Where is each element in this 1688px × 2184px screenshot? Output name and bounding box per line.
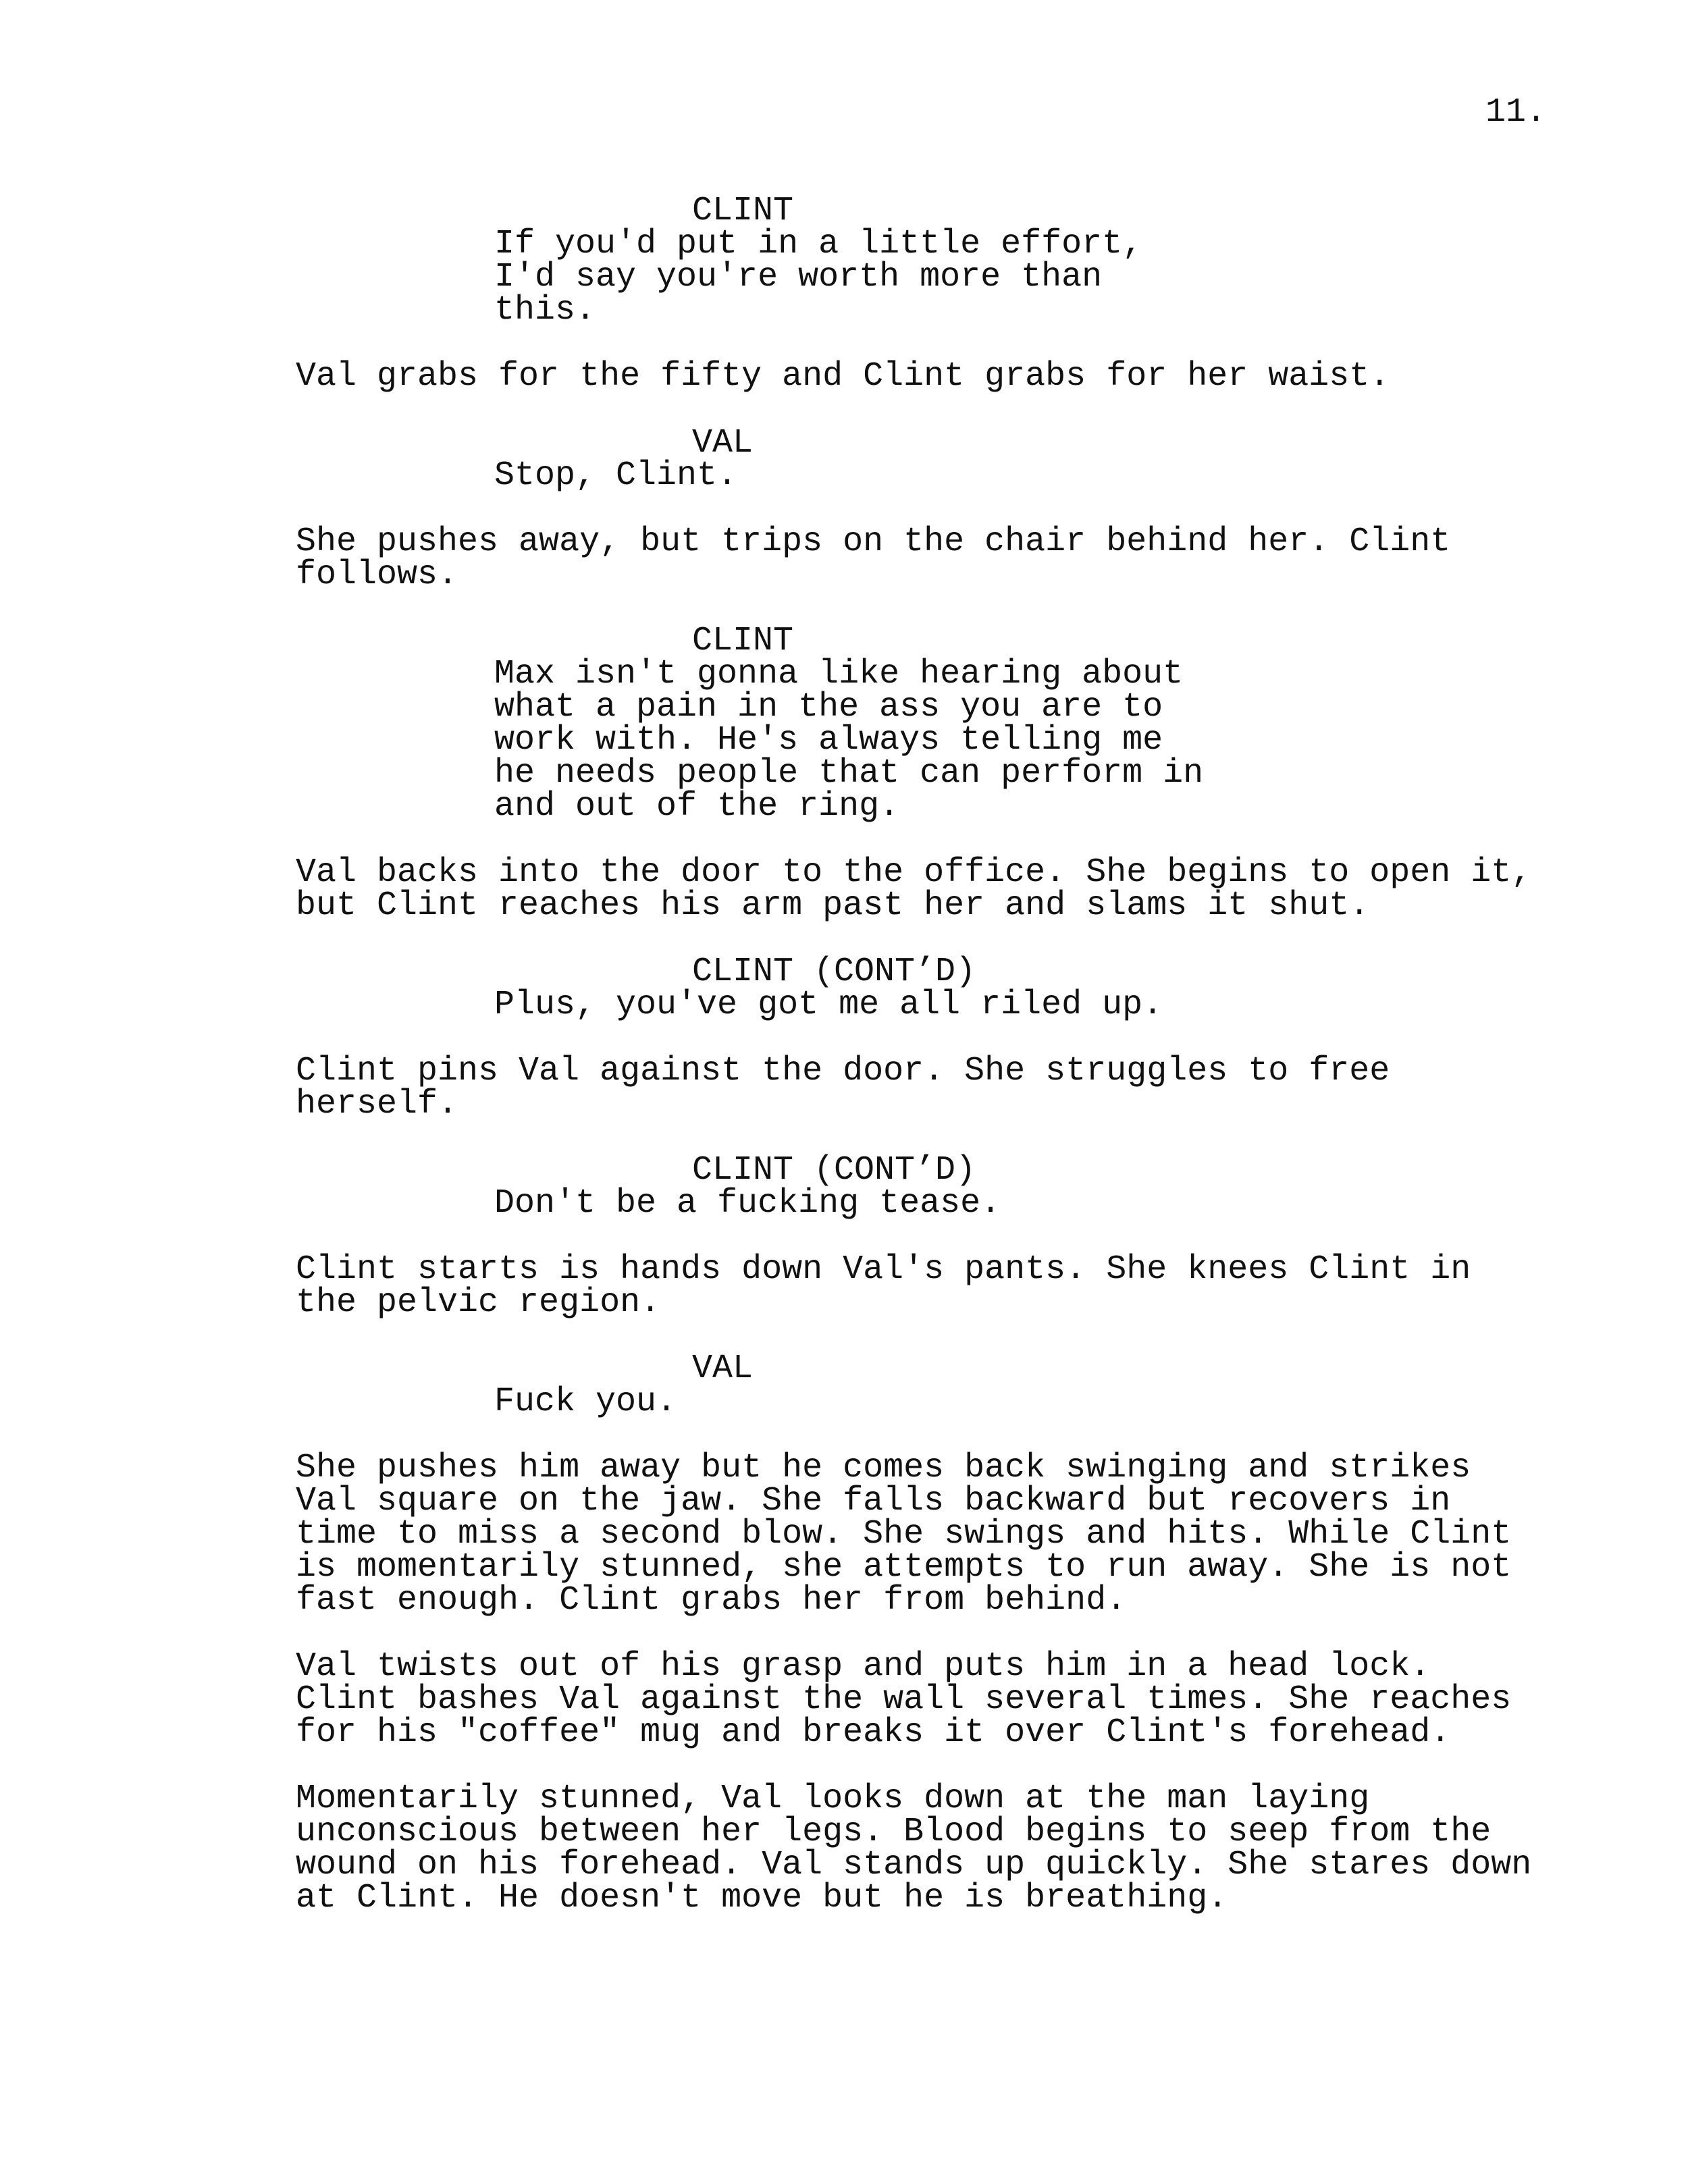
action-block: Clint pins Val against the door. She struggles to free herself. <box>296 1052 1390 1123</box>
action-block: She pushes away, but trips on the chair behind her. Clint follows. <box>296 523 1451 594</box>
character-cue: CLINT <box>692 192 794 230</box>
page-number: 11. <box>1485 93 1547 132</box>
dialogue-block: Fuck you. <box>494 1383 677 1421</box>
character-cue: CLINT (CONT’D) <box>692 1151 976 1190</box>
action-block: Momentarily stunned, Val looks down at the man laying unconscious between her legs. Blood begins to seep from the wound on his forehead. Val stands up quickly. She stares down at Clint. He doesn't move but he is breathing. <box>296 1780 1532 1917</box>
character-cue: VAL <box>692 424 754 462</box>
character-cue: CLINT <box>692 622 794 660</box>
action-block: Val backs into the door to the office. She begins to open it, but Clint reaches his arm past her and slams it shut. <box>296 853 1532 925</box>
dialogue-block: If you'd put in a little effort, I'd say you're worth more than this. <box>494 225 1143 329</box>
dialogue-block: Stop, Clint. <box>494 456 738 495</box>
action-block: She pushes him away but he comes back swinging and strikes Val square on the jaw. She falls backward but recovers in time to miss a second blow. She swings and hits. While Clint is momentarily stunned, she attempts to run away. She is not fast enough. Clint grabs her from behind. <box>296 1449 1512 1620</box>
dialogue-block: Max isn't gonna like hearing about what a pain in the ass you are to work with. He's always telling me he needs people that can perform in and out of the ring. <box>494 655 1204 826</box>
dialogue-block: Plus, you've got me all riled up. <box>494 986 1163 1024</box>
action-block: Val twists out of his grasp and puts him in a head lock. Clint bashes Val against the wall several times. She reaches for his "coffee" mug and breaks it over Clint's forehead. <box>296 1647 1512 1752</box>
character-cue: CLINT (CONT’D) <box>692 953 976 991</box>
action-block: Val grabs for the fifty and Clint grabs for her waist. <box>296 357 1390 396</box>
dialogue-block: Don't be a fucking tease. <box>494 1184 1001 1223</box>
action-block: Clint starts is hands down Val's pants. She knees Clint in the pelvic region. <box>296 1250 1471 1322</box>
character-cue: VAL <box>692 1350 754 1388</box>
